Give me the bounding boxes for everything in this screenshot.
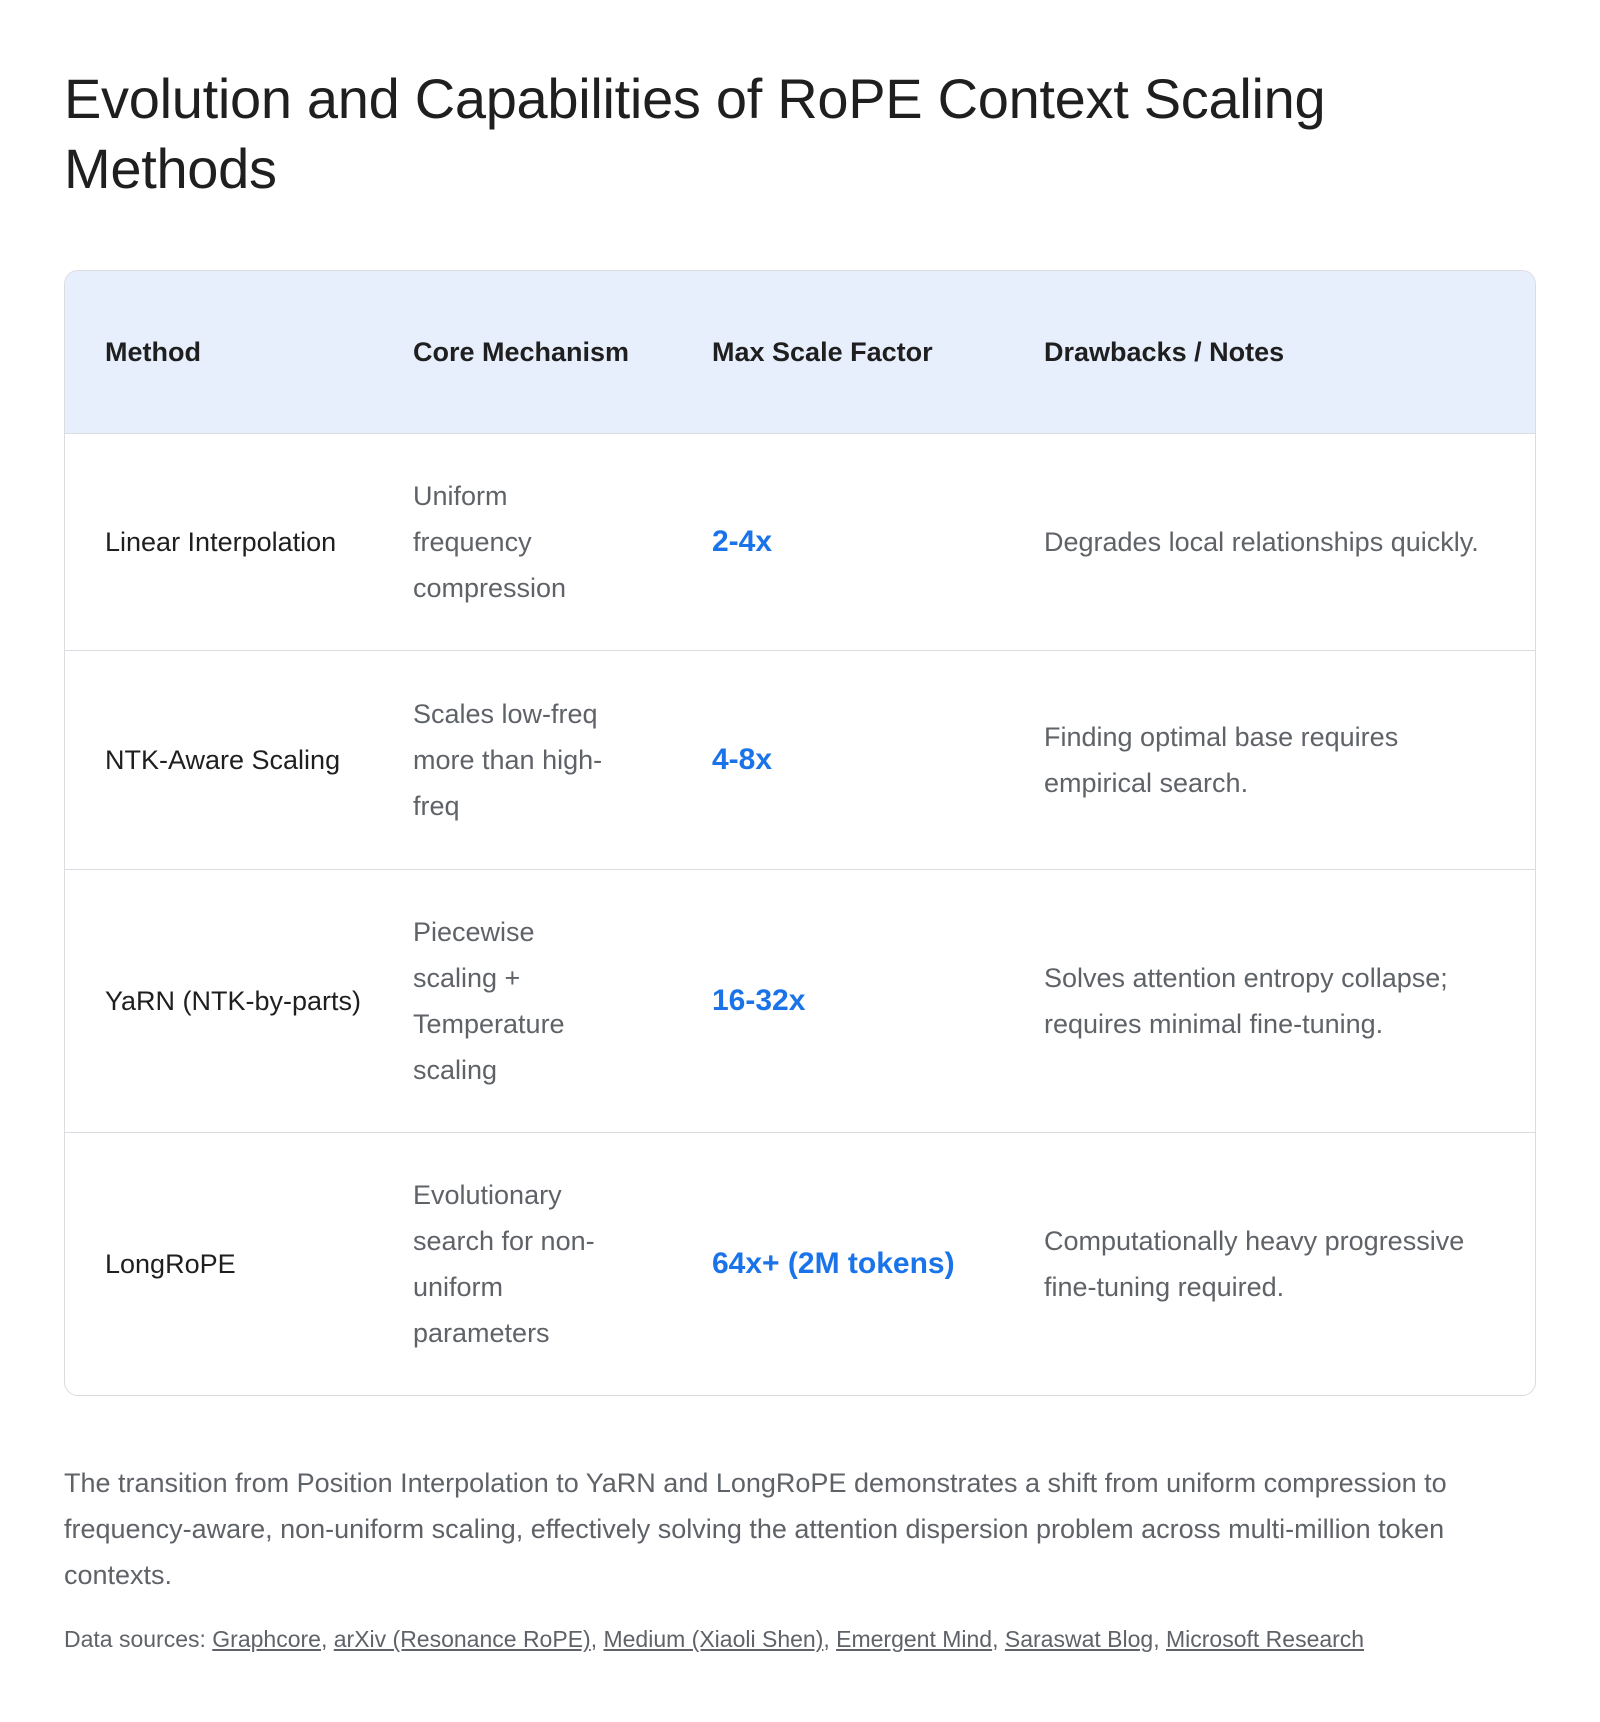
cell-method: LongRoPE: [105, 1248, 236, 1279]
source-separator: ,: [320, 1626, 334, 1652]
table-row: [65, 650, 1535, 869]
cell-core-mechanism: Piecewise scaling + Temperature scaling: [413, 916, 565, 1085]
cell-drawbacks-notes: Finding optimal base requires empirical search.: [1044, 721, 1399, 798]
column-header-method: Method: [105, 336, 201, 367]
data-sources: [64, 1622, 1536, 1656]
summary-paragraph: The transition from Position Interpolation to YaRN and LongRoPE demonstrates a shift from uniform compression to frequency-aware, non-uniform scaling, effectively solving the attention dispersion problem across multi-million token contexts.: [64, 1468, 1447, 1590]
cell-method: NTK-Aware Scaling: [105, 744, 341, 775]
column-header-max-scale-factor: Max Scale Factor: [712, 336, 933, 367]
data-sources-label: Data sources:: [64, 1626, 213, 1652]
cell-max-scale-factor: 16-32x: [712, 983, 806, 1017]
source-separator: ,: [823, 1626, 837, 1652]
methods-table: [65, 271, 1535, 1395]
page: [64, 64, 1536, 1656]
page-title: Evolution and Capabilities of RoPE Context Scaling Methods: [64, 67, 1326, 200]
cell-drawbacks-notes: Solves attention entropy collapse; requires minimal fine-tuning.: [1044, 962, 1448, 1039]
column-header-core-mechanism: Core Mechanism: [413, 336, 630, 367]
cell-max-scale-factor: 4-8x: [712, 742, 773, 776]
source-link-graphcore[interactable]: Graphcore: [212, 1626, 321, 1652]
source-link-medium-xiaoli-shen[interactable]: Medium (Xiaoli Shen): [603, 1626, 824, 1652]
methods-table-card: [64, 270, 1536, 1396]
cell-drawbacks-notes: Computationally heavy progressive fine-tuning required.: [1044, 1225, 1465, 1302]
cell-core-mechanism: Evolutionary search for non-uniform parameters: [413, 1179, 595, 1348]
source-link-arxiv-resonance-rope[interactable]: arXiv (Resonance RoPE): [333, 1626, 591, 1652]
table-row: [65, 433, 1535, 650]
column-header-drawbacks-notes: Drawbacks / Notes: [1044, 336, 1285, 367]
cell-method: YaRN (NTK-by-parts): [105, 985, 362, 1016]
table-header-row: [65, 271, 1535, 433]
table-body: [65, 433, 1535, 1395]
cell-max-scale-factor: 64x+ (2M tokens): [712, 1246, 955, 1280]
cell-core-mechanism: Uniform frequency compression: [413, 480, 567, 603]
cell-core-mechanism: Scales low-freq more than high-freq: [413, 698, 603, 821]
cell-max-scale-factor: 2-4x: [712, 524, 773, 558]
table-row: [65, 1132, 1535, 1395]
table-header: [65, 271, 1535, 433]
source-link-emergent-mind[interactable]: Emergent Mind: [836, 1626, 993, 1652]
table-row: [65, 869, 1535, 1132]
source-link-microsoft-research[interactable]: Microsoft Research: [1165, 1626, 1365, 1652]
cell-drawbacks-notes: Degrades local relationships quickly.: [1044, 526, 1479, 557]
source-separator: ,: [590, 1626, 604, 1652]
source-link-saraswat-blog[interactable]: Saraswat Blog: [1004, 1626, 1154, 1652]
source-separator: ,: [992, 1626, 1005, 1652]
cell-method: Linear Interpolation: [105, 526, 337, 557]
source-separator: ,: [1153, 1626, 1166, 1652]
